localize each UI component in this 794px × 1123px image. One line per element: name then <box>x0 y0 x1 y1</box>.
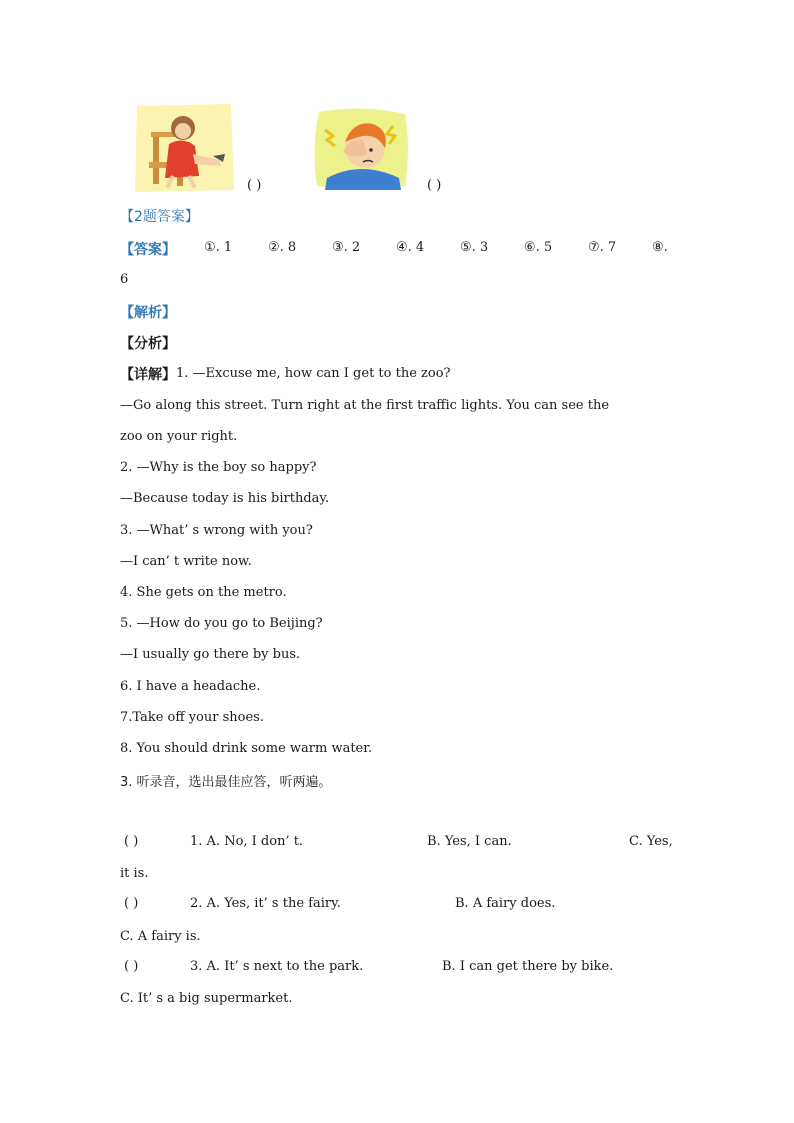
answer-section-header: 【2题答案】 <box>120 209 199 225</box>
detail-line: —Because today is his birthday. <box>120 491 330 506</box>
fenxi-label: 【分析】 <box>120 336 176 352</box>
q3-option-b: B. I can get there by bike. <box>442 959 614 974</box>
q1-answer-blank: ( ) <box>124 834 139 849</box>
answer-item-1: ①. 1 <box>204 240 233 255</box>
detail-line: 5. —How do you go to Beijing? <box>120 616 323 631</box>
picture1-answer-blank: ( ) <box>247 178 262 193</box>
section3-title: 3. 听录音，选出最佳应答，听两遍。 <box>120 775 332 790</box>
detail-label: 【详解】 <box>120 367 176 383</box>
detail-line: 2. —Why is the boy so happy? <box>120 460 317 475</box>
q2-option-a: 2. A. Yes, it’ s the fairy. <box>190 896 341 911</box>
answer-item-2: ②. 8 <box>268 240 297 255</box>
answer-item-3: ③. 2 <box>332 240 361 255</box>
answer-label: 【答案】 <box>120 242 176 258</box>
detail-line: 3. —What’ s wrong with you? <box>120 523 313 538</box>
q1-option-c-continued: it is. <box>120 866 149 881</box>
q1-option-b: B. Yes, I can. <box>427 834 512 849</box>
answer-item-8-value: 6 <box>120 272 129 287</box>
detail-line: 1. —Excuse me, how can I get to the zoo? <box>176 366 451 381</box>
detail-line: 4. She gets on the metro. <box>120 585 287 600</box>
q3-option-a: 3. A. It’ s next to the park. <box>190 959 364 974</box>
detail-line: —I can’ t write now. <box>120 554 252 569</box>
detail-line: 6. I have a headache. <box>120 679 261 694</box>
q2-answer-blank: ( ) <box>124 896 139 911</box>
q3-option-c: C. It’ s a big supermarket. <box>120 991 293 1006</box>
q3-answer-blank: ( ) <box>124 959 139 974</box>
detail-line: 8. You should drink some warm water. <box>120 741 373 756</box>
answer-item-6: ⑥. 5 <box>524 240 553 255</box>
q2-option-b: B. A fairy does. <box>455 896 556 911</box>
q1-option-c: C. Yes, <box>629 834 673 849</box>
analysis-label: 【解析】 <box>120 305 176 321</box>
answer-item-7: ⑦. 7 <box>588 240 617 255</box>
q1-option-a: 1. A. No, I don’ t. <box>190 834 304 849</box>
answer-item-8: ⑧. <box>652 240 668 255</box>
girl-on-chair-picture <box>133 104 235 192</box>
q2-option-c: C. A fairy is. <box>120 929 201 944</box>
detail-line: 7.Take off your shoes. <box>120 710 264 725</box>
answer-item-5: ⑤. 3 <box>460 240 489 255</box>
detail-line: —I usually go there by bus. <box>120 647 301 662</box>
answer-item-4: ④. 4 <box>396 240 425 255</box>
detail-line: zoo on your right. <box>120 429 238 444</box>
picture2-answer-blank: ( ) <box>427 178 442 193</box>
detail-line: —Go along this street. Turn right at the first traffic lights. You can see the <box>120 398 610 413</box>
boy-headache-picture <box>313 108 410 190</box>
